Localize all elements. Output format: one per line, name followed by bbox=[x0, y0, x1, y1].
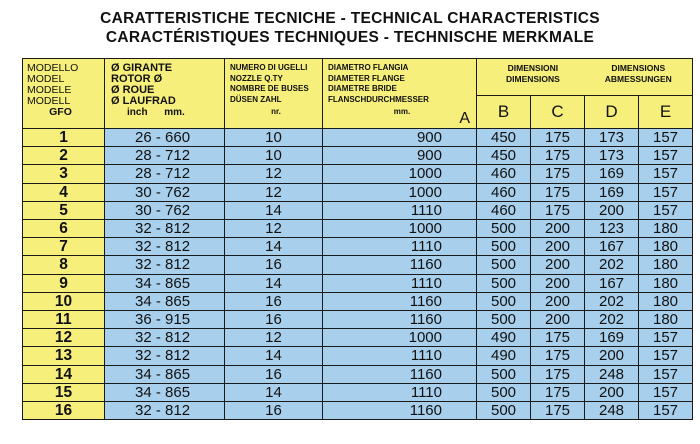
rotor-cell: 34 - 865 bbox=[105, 365, 225, 383]
dim-d-cell: 200 bbox=[585, 383, 639, 401]
model-cell: 16 bbox=[23, 402, 105, 420]
nozzles-cell: 14 bbox=[225, 347, 323, 365]
flange-cell: 1000 bbox=[323, 183, 477, 201]
header-rotor-fr: Ø ROUE bbox=[111, 84, 155, 96]
header-flange-unit: mm. bbox=[393, 107, 411, 116]
header-model-it: MODELLO bbox=[27, 62, 79, 74]
table-row bbox=[23, 183, 693, 201]
table-row bbox=[23, 311, 693, 329]
dim-c-cell: 200 bbox=[531, 256, 585, 274]
dim-b-cell: 450 bbox=[477, 129, 531, 147]
header-letter-e: E bbox=[639, 96, 693, 129]
nozzles-cell: 16 bbox=[225, 402, 323, 420]
header-dimensions bbox=[477, 59, 693, 96]
dim-d-cell: 173 bbox=[585, 129, 639, 147]
table-row bbox=[23, 129, 693, 147]
table-row bbox=[23, 256, 693, 274]
rotor-cell: 36 - 915 bbox=[105, 311, 225, 329]
dim-c-cell: 175 bbox=[531, 329, 585, 347]
dim-e-cell: 157 bbox=[639, 347, 693, 365]
header-model-code: GFO bbox=[49, 106, 72, 118]
dim-d-cell: 169 bbox=[585, 329, 639, 347]
flange-cell: 1160 bbox=[323, 256, 477, 274]
table-row bbox=[23, 292, 693, 310]
table-row bbox=[23, 165, 693, 183]
rotor-cell: 28 - 712 bbox=[105, 165, 225, 183]
table-row bbox=[23, 201, 693, 219]
dim-b-cell: 500 bbox=[477, 274, 531, 292]
table-row bbox=[23, 147, 693, 165]
dim-d-cell: 202 bbox=[585, 292, 639, 310]
model-cell: 4 bbox=[23, 183, 105, 201]
dim-d-cell: 202 bbox=[585, 311, 639, 329]
nozzles-cell: 10 bbox=[225, 147, 323, 165]
flange-cell: 1160 bbox=[323, 365, 477, 383]
header-nozzles bbox=[225, 59, 323, 129]
flange-cell: 1160 bbox=[323, 402, 477, 420]
dim-e-cell: 180 bbox=[639, 292, 693, 310]
dim-d-cell: 248 bbox=[585, 402, 639, 420]
nozzles-cell: 14 bbox=[225, 383, 323, 401]
dim-b-cell: 460 bbox=[477, 165, 531, 183]
dim-c-cell: 200 bbox=[531, 238, 585, 256]
dim-e-cell: 180 bbox=[639, 238, 693, 256]
flange-cell: 1000 bbox=[323, 165, 477, 183]
dim-b-cell: 490 bbox=[477, 347, 531, 365]
dim-d-cell: 169 bbox=[585, 165, 639, 183]
model-cell: 9 bbox=[23, 274, 105, 292]
rotor-cell: 30 - 762 bbox=[105, 183, 225, 201]
header-nozzles-fr: NOMBRE DE BUSES bbox=[230, 84, 309, 93]
header-rotor-units: inch mm. bbox=[127, 107, 185, 118]
table-row bbox=[23, 347, 693, 365]
model-cell: 5 bbox=[23, 201, 105, 219]
nozzles-cell: 12 bbox=[225, 220, 323, 238]
header-nozzles-de: DÜSEN ZAHL bbox=[230, 94, 282, 104]
rotor-cell: 26 - 660 bbox=[105, 129, 225, 147]
dim-c-cell: 200 bbox=[531, 220, 585, 238]
dim-c-cell: 175 bbox=[531, 402, 585, 420]
header-dim-de: ABMESSUNGEN bbox=[604, 74, 672, 84]
title-line-2: CARACTÉRISTIQUES TECHNIQUES - TECHNISCHE MERKMALE bbox=[105, 29, 595, 46]
model-cell: 8 bbox=[23, 256, 105, 274]
rotor-cell: 32 - 812 bbox=[105, 329, 225, 347]
model-cell: 11 bbox=[23, 311, 105, 329]
nozzles-cell: 14 bbox=[225, 201, 323, 219]
header-letter-b: B bbox=[477, 96, 531, 129]
dim-c-cell: 175 bbox=[531, 129, 585, 147]
header-model bbox=[23, 59, 105, 129]
flange-cell: 1160 bbox=[323, 311, 477, 329]
model-cell: 7 bbox=[23, 238, 105, 256]
header-rotor bbox=[105, 59, 225, 129]
flange-cell: 1110 bbox=[323, 201, 477, 219]
header-model-fr: MODELE bbox=[27, 84, 72, 96]
dim-b-cell: 500 bbox=[477, 311, 531, 329]
header-flange-en: DIAMETER FLANGE bbox=[328, 73, 405, 83]
flange-cell: 1000 bbox=[323, 220, 477, 238]
dim-c-cell: 175 bbox=[531, 147, 585, 165]
header-dimensions-right bbox=[587, 59, 690, 85]
table-body bbox=[23, 129, 693, 420]
model-cell: 1 bbox=[23, 129, 105, 147]
rotor-cell: 34 - 865 bbox=[105, 274, 225, 292]
rotor-cell: 32 - 812 bbox=[105, 220, 225, 238]
dim-e-cell: 157 bbox=[639, 365, 693, 383]
nozzles-cell: 16 bbox=[225, 365, 323, 383]
dim-e-cell: 157 bbox=[639, 165, 693, 183]
model-cell: 2 bbox=[23, 147, 105, 165]
dim-c-cell: 175 bbox=[531, 347, 585, 365]
dim-e-cell: 157 bbox=[639, 383, 693, 401]
dim-b-cell: 500 bbox=[477, 402, 531, 420]
header-flange-fr: DIAMETRE BRIDE bbox=[328, 84, 397, 93]
flange-cell: 1000 bbox=[323, 329, 477, 347]
rotor-cell: 34 - 865 bbox=[105, 383, 225, 401]
rotor-cell: 28 - 712 bbox=[105, 147, 225, 165]
header-flange bbox=[323, 59, 477, 129]
header-nozzles-en: NOZZLE Q.TY bbox=[230, 73, 283, 83]
header-nozzles-it: NUMERO DI UGELLI bbox=[230, 63, 308, 72]
dim-c-cell: 175 bbox=[531, 201, 585, 219]
dim-c-cell: 200 bbox=[531, 274, 585, 292]
header-flange-it: DIAMETRO FLANGIA bbox=[328, 63, 409, 72]
header-flange-de: FLANSCHDURCHMESSER bbox=[328, 94, 429, 104]
header-rotor-en: ROTOR Ø bbox=[111, 73, 163, 85]
page-titles bbox=[0, 0, 700, 58]
dim-b-cell: 490 bbox=[477, 329, 531, 347]
nozzles-cell: 16 bbox=[225, 256, 323, 274]
header-model-en: MODEL bbox=[27, 73, 65, 85]
dim-c-cell: 175 bbox=[531, 165, 585, 183]
model-cell: 13 bbox=[23, 347, 105, 365]
dim-d-cell: 169 bbox=[585, 183, 639, 201]
header-dim-it: DIMENSIONI bbox=[507, 63, 559, 73]
title-line-1: CARATTERISTICHE TECNICHE - TECHNICAL CHARACTERISTICS bbox=[100, 10, 600, 27]
header-model-de: MODELL bbox=[27, 95, 71, 107]
dim-b-cell: 500 bbox=[477, 365, 531, 383]
flange-cell: 1110 bbox=[323, 347, 477, 365]
flange-cell: 900 bbox=[323, 147, 477, 165]
dim-e-cell: 157 bbox=[639, 402, 693, 420]
nozzles-cell: 16 bbox=[225, 311, 323, 329]
header-rotor-de: Ø LAUFRAD bbox=[111, 95, 176, 107]
nozzles-cell: 14 bbox=[225, 274, 323, 292]
dim-d-cell: 167 bbox=[585, 238, 639, 256]
dim-b-cell: 460 bbox=[477, 201, 531, 219]
flange-cell: 900 bbox=[323, 129, 477, 147]
model-cell: 10 bbox=[23, 292, 105, 310]
dim-e-cell: 180 bbox=[639, 220, 693, 238]
model-cell: 12 bbox=[23, 329, 105, 347]
dim-b-cell: 500 bbox=[477, 292, 531, 310]
flange-cell: 1110 bbox=[323, 238, 477, 256]
nozzles-cell: 12 bbox=[225, 329, 323, 347]
header-rotor-it: Ø GIRANTE bbox=[111, 62, 173, 74]
model-cell: 15 bbox=[23, 383, 105, 401]
dim-c-cell: 175 bbox=[531, 365, 585, 383]
table-row bbox=[23, 329, 693, 347]
dim-e-cell: 180 bbox=[639, 274, 693, 292]
header-dim-en: DIMENSIONS bbox=[505, 74, 560, 84]
dim-e-cell: 157 bbox=[639, 201, 693, 219]
table-row bbox=[23, 383, 693, 401]
header-flange-letter: A bbox=[459, 109, 470, 127]
model-cell: 6 bbox=[23, 220, 105, 238]
technical-characteristics-table bbox=[22, 58, 693, 420]
dim-c-cell: 175 bbox=[531, 183, 585, 201]
model-cell: 3 bbox=[23, 165, 105, 183]
dim-e-cell: 180 bbox=[639, 311, 693, 329]
table-row bbox=[23, 220, 693, 238]
dim-b-cell: 460 bbox=[477, 183, 531, 201]
table-row bbox=[23, 402, 693, 420]
nozzles-cell: 16 bbox=[225, 292, 323, 310]
header-dimensions-left bbox=[479, 59, 587, 85]
flange-cell: 1110 bbox=[323, 274, 477, 292]
flange-cell: 1110 bbox=[323, 383, 477, 401]
nozzles-cell: 14 bbox=[225, 238, 323, 256]
dim-d-cell: 123 bbox=[585, 220, 639, 238]
flange-cell: 1160 bbox=[323, 292, 477, 310]
header-dim-fr: DIMENSIONS bbox=[611, 63, 666, 73]
table-row bbox=[23, 238, 693, 256]
dim-b-cell: 500 bbox=[477, 383, 531, 401]
table-row bbox=[23, 274, 693, 292]
dim-c-cell: 175 bbox=[531, 383, 585, 401]
rotor-cell: 32 - 812 bbox=[105, 256, 225, 274]
rotor-cell: 32 - 812 bbox=[105, 238, 225, 256]
header-letter-d: D bbox=[585, 96, 639, 129]
dim-d-cell: 173 bbox=[585, 147, 639, 165]
header-letter-c: C bbox=[531, 96, 585, 129]
dim-b-cell: 500 bbox=[477, 238, 531, 256]
header-nozzles-unit: nr. bbox=[271, 107, 281, 116]
dim-d-cell: 167 bbox=[585, 274, 639, 292]
dim-e-cell: 157 bbox=[639, 183, 693, 201]
dim-b-cell: 450 bbox=[477, 147, 531, 165]
rotor-cell: 30 - 762 bbox=[105, 201, 225, 219]
dim-d-cell: 200 bbox=[585, 201, 639, 219]
dim-e-cell: 157 bbox=[639, 129, 693, 147]
dim-e-cell: 157 bbox=[639, 329, 693, 347]
table-row bbox=[23, 365, 693, 383]
dim-e-cell: 157 bbox=[639, 147, 693, 165]
dim-c-cell: 200 bbox=[531, 292, 585, 310]
dim-c-cell: 200 bbox=[531, 311, 585, 329]
dim-d-cell: 248 bbox=[585, 365, 639, 383]
dim-d-cell: 200 bbox=[585, 347, 639, 365]
rotor-cell: 32 - 812 bbox=[105, 402, 225, 420]
dim-b-cell: 500 bbox=[477, 256, 531, 274]
nozzles-cell: 12 bbox=[225, 165, 323, 183]
rotor-cell: 34 - 865 bbox=[105, 292, 225, 310]
rotor-cell: 32 - 812 bbox=[105, 347, 225, 365]
model-cell: 14 bbox=[23, 365, 105, 383]
nozzles-cell: 12 bbox=[225, 183, 323, 201]
dim-e-cell: 180 bbox=[639, 256, 693, 274]
dim-d-cell: 202 bbox=[585, 256, 639, 274]
dim-b-cell: 500 bbox=[477, 220, 531, 238]
nozzles-cell: 10 bbox=[225, 129, 323, 147]
